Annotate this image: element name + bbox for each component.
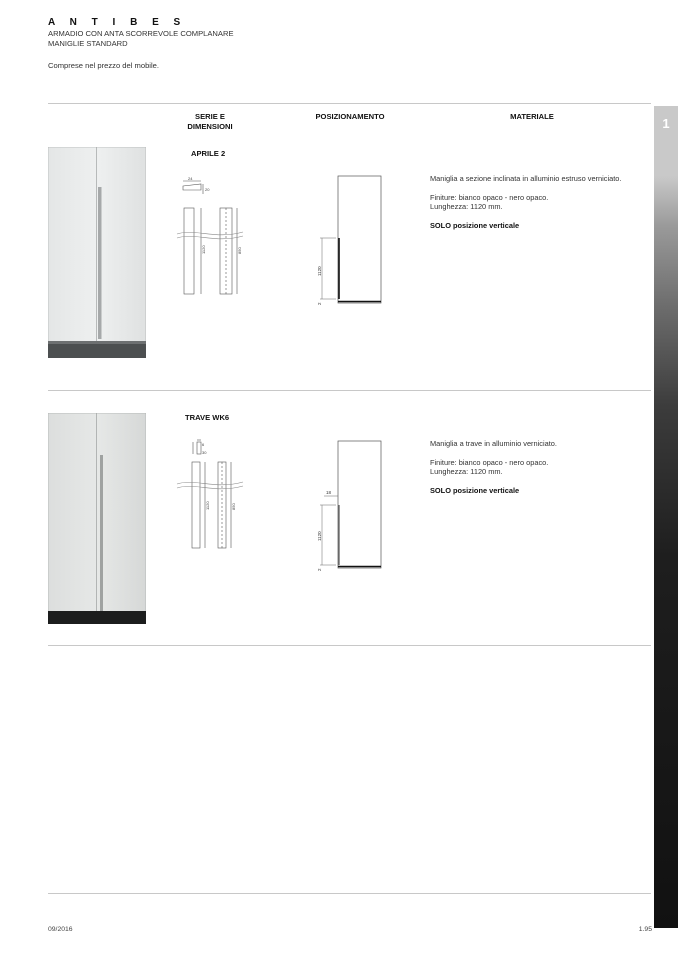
divider-bottom (48, 645, 651, 646)
length-aprile: Lunghezza: 1120 mm. (430, 202, 503, 212)
pos-height-trave: 1120 (317, 531, 322, 541)
col-header-materiale: MATERIALE (510, 112, 554, 121)
finishes-trave: Finiture: bianco opaco - nero opaco. (430, 457, 549, 467)
description-text-aprile: Maniglia a sezione inclinata in alluminio estruso verniciato. (430, 174, 622, 183)
position-drawing-trave (310, 437, 390, 575)
col-header-posizionamento: POSIZIONAMENTO (315, 112, 385, 121)
col-header-serie-line2: DIMENSIONI (187, 122, 233, 131)
divider-top (48, 103, 651, 104)
footer-date: 09/2016 (48, 926, 73, 933)
col-header-serie (170, 112, 250, 132)
wardrobe-photo-trave (48, 413, 146, 624)
finishes-aprile: Finiture: bianco opaco - nero opaco. (430, 192, 549, 202)
dim-length-trave: 1120 (205, 501, 210, 510)
page-number: 1.95 (638, 926, 652, 933)
col-header-serie-line1: SERIE E (195, 112, 225, 121)
wardrobe-photo-aprile (48, 147, 146, 358)
length-trave: Lunghezza: 1120 mm. (430, 467, 503, 477)
divider-footer (48, 893, 651, 894)
product-name-aprile: APRILE 2 (191, 149, 226, 158)
position-drawing-aprile (310, 172, 390, 307)
dim-inner-aprile: 850 (237, 247, 242, 254)
position-note-trave: SOLO posizione verticale (430, 485, 520, 495)
description-aprile (430, 174, 646, 230)
dimension-drawing-trave (175, 436, 245, 554)
dim-top-trave: 6 (202, 442, 205, 447)
subtitle-line-2: MANIGLIE STANDARD (48, 39, 128, 48)
dim-inner-trave: 850 (231, 503, 236, 510)
brand-title: A N T I B E S (48, 17, 187, 28)
pos-offset-trave: 18 (326, 490, 332, 495)
description-text-trave: Maniglia a trave in alluminio verniciato. (430, 439, 557, 448)
dim-side-trave: 30 (202, 450, 207, 455)
pos-bottom-trave: 2 (317, 568, 322, 571)
product-name-trave: TRAVE WK6 (185, 413, 230, 422)
dim-side-aprile: 20 (205, 187, 210, 192)
divider-middle (48, 390, 651, 391)
dim-top-aprile: 24 (188, 176, 193, 181)
pos-bottom-aprile: 2 (317, 302, 322, 305)
dim-length-aprile: 1120 (201, 245, 206, 254)
pos-height-aprile: 1120 (317, 266, 322, 276)
section-tab (654, 106, 678, 928)
description-trave (430, 439, 646, 495)
price-note: Comprese nel prezzo del mobile. (48, 61, 160, 70)
position-note-aprile: SOLO posizione verticale (430, 220, 520, 230)
section-number: 1 (662, 116, 670, 131)
subtitle-line-1: ARMADIO CON ANTA SCORREVOLE COMPLANARE (48, 29, 234, 38)
dimension-drawing-aprile (175, 172, 245, 300)
